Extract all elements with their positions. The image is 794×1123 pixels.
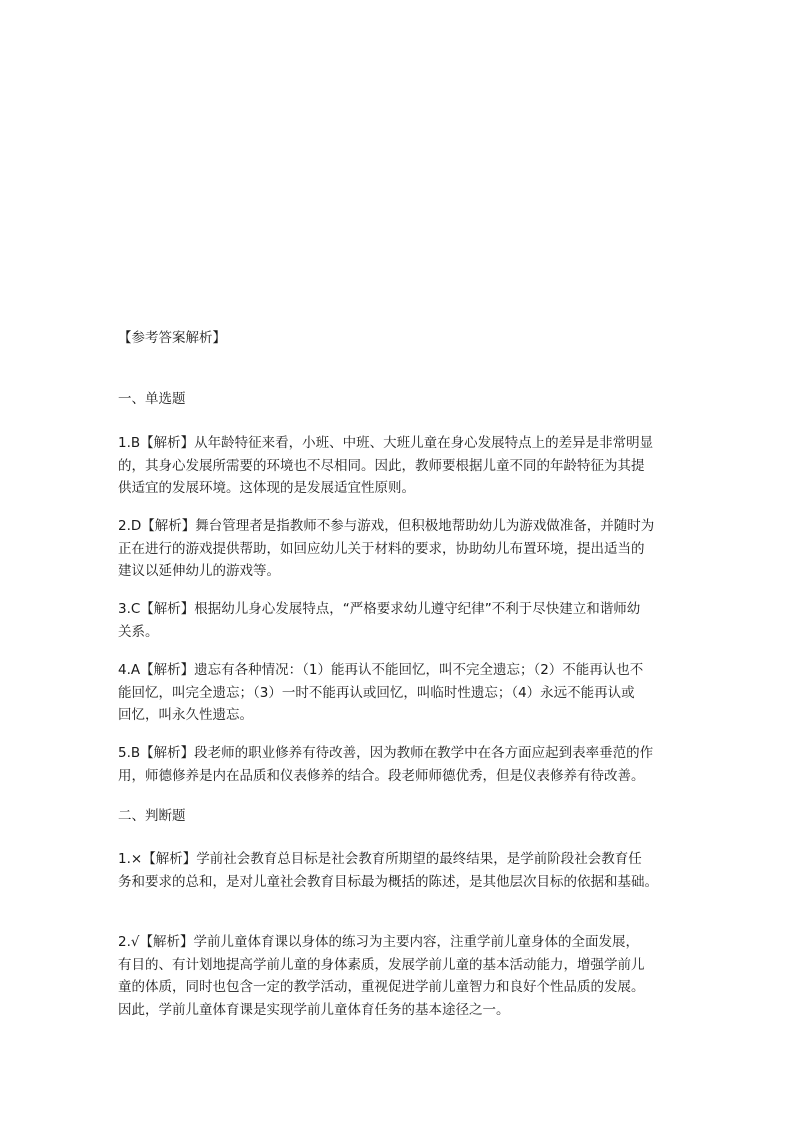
answer-line: 5.B【解析】段老师的职业修养有待改善，因为教师在教学中在各方面应起到表率垂范的作	[118, 745, 654, 761]
answer-line: 1.×【解析】学前社会教育总目标是社会教育所期望的最终结果，是学前阶段社会教育任	[118, 851, 642, 867]
answer-line: 用，师德修养是内在品质和仪表修养的结合。段老师师德优秀，但是仪表修养有待改善。	[118, 767, 645, 784]
answer-line: 供适宜的发展环境。这体现的是发展适宜性原则。	[118, 480, 415, 496]
answer-line: 3.C【解析】根据幼儿身心发展特点，“严格要求幼儿遵守纪律”不利于尽快建立和谐师幼	[118, 601, 641, 617]
answer-line: 的，其身心发展所需要的环境也不尽相同。因此，教师要根据儿童不同的年龄特征为其提	[118, 457, 645, 474]
answer-line: 能回忆，叫完全遗忘；（3）一时不能再认或回忆，叫临时性遗忘；（4）永远不能再认或	[118, 684, 635, 701]
judgment-item-2	[118, 931, 678, 1021]
answer-key-title: 【参考答案解析】	[118, 330, 226, 346]
answer-item-4	[118, 659, 678, 727]
answer-line: 1.B【解析】从年龄特征来看，小班、中班、大班儿童在身心发展特点上的差异是非常明显	[118, 435, 654, 451]
answer-line: 建议以延伸幼儿的游戏等。	[118, 563, 280, 579]
answer-item-1	[118, 432, 678, 500]
answer-line: 因此，学前儿童体育课是实现学前儿童体育任务的基本途径之一。	[118, 1001, 510, 1018]
answer-line: 回忆，叫永久性遗忘。	[118, 707, 253, 723]
answer-item-5	[118, 742, 678, 787]
section-heading-true-false: 二、判断题	[118, 808, 186, 824]
answer-line: 童的体质，同时也包含一定的教学活动，重视促进学前儿童智力和良好个性品质的发展。	[118, 979, 645, 995]
judgment-item-1	[118, 848, 678, 893]
answer-item-3	[118, 598, 678, 643]
answer-line: 务和要求的总和，是对儿童社会教育目标最为概括的陈述，是其他层次目标的依据和基础。	[118, 873, 658, 890]
answer-line: 4.A【解析】遗忘有各种情况：（1）能再认不能回忆，叫不完全遗忘；（2）不能再认也不	[118, 662, 644, 678]
answer-item-2	[118, 515, 678, 583]
answer-line: 2.√【解析】学前儿童体育课以身体的练习为主要内容，注重学前儿童身体的全面发展，	[118, 934, 639, 950]
answer-line: 关系。	[118, 623, 159, 640]
answer-line: 2.D【解析】舞台管理者是指教师不参与游戏，但积极地帮助幼儿为游戏做准备，并随时为	[118, 518, 655, 534]
section-heading-single-choice: 一、单选题	[118, 391, 186, 407]
answer-line: 有目的、有计划地提高学前儿童的身体素质，发展学前儿童的基本活动能力，增强学前儿	[118, 956, 645, 973]
answer-line: 正在进行的游戏提供帮助，如回应幼儿关于材料的要求，协助幼儿布置环境，提出适当的	[118, 540, 645, 557]
